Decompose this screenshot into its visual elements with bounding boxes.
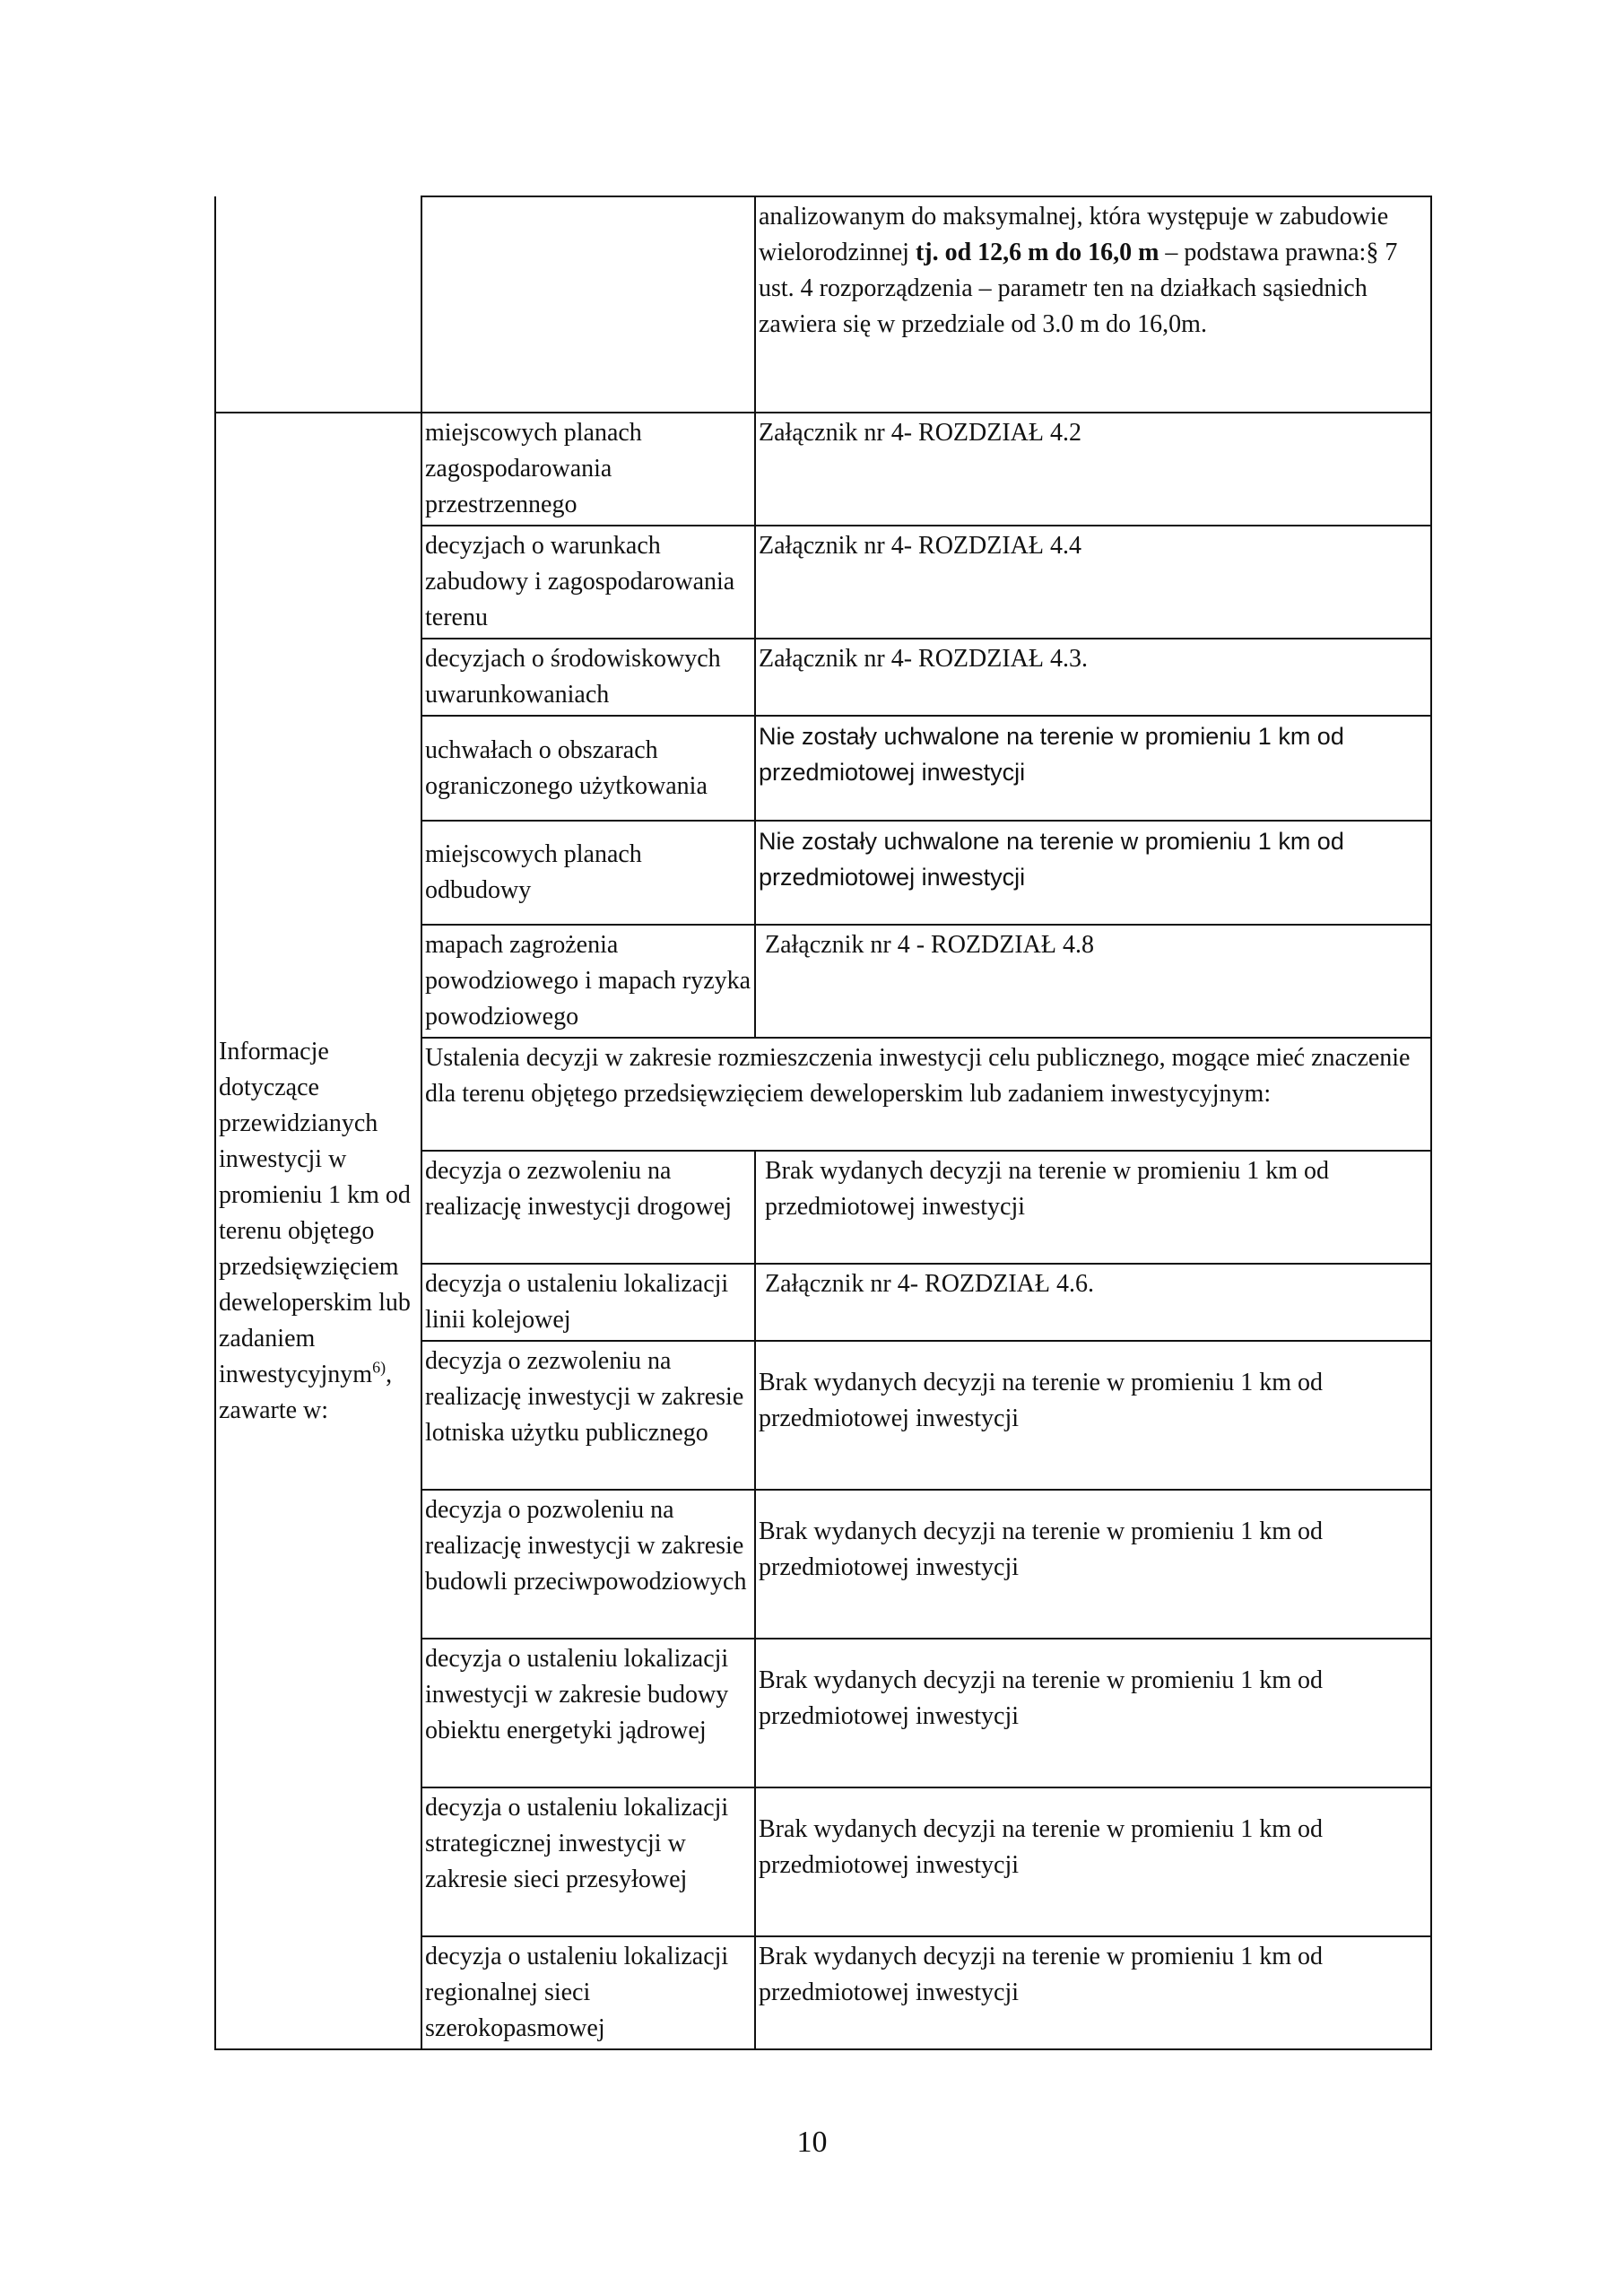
item-cell: mapach zagrożenia powodziowego i mapach ryzyka powodziowego [421,925,755,1038]
item-cell: decyzjach o środowiskowych uwarunkowaniach [421,639,755,716]
empty-mid-cell [421,196,755,413]
item-cell: decyzja o zezwoleniu na realizację inwestycji w zakresie lotniska użytku publicznego [421,1341,755,1490]
value-cell: Nie zostały uchwalone na terenie w promieniu 1 km od przedmiotowej inwestycji [755,716,1431,821]
item-cell: decyzja o ustaleniu lokalizacji regionalnej sieci szerokopasmowej [421,1936,755,2049]
item-cell: miejscowych planach zagospodarowania przestrzennego [421,413,755,526]
item-cell: decyzjach o warunkach zabudowy i zagospodarowania terenu [421,526,755,639]
continued-text-part-2: – podstawa prawna:§ 7 ust. 4 rozporządzenia – parametr ten na działkach sąsiednich zawiera się w przedziale od 3.0 m do 16,0m. [759,239,1398,338]
value-cell: Brak wydanych decyzji na terenie w promieniu 1 km od przedmiotowej inwestycji [755,1639,1431,1787]
empty-left-cell [215,196,421,413]
value-cell: Załącznik nr 4- ROZDZIAŁ 4.3. [755,639,1431,716]
item-cell: decyzja o ustaleniu lokalizacji inwestycji w zakresie budowy obiektu energetyki jądrowej [421,1639,755,1787]
continued-text-part-1: analizowanym do maksymalnej, która występuje w zabudowie wielorodzinnej [759,203,1389,266]
value-cell: Brak wydanych decyzji na terenie w promieniu 1 km od przedmiotowej inwestycji [755,1787,1431,1936]
continued-text-cell [755,196,1431,413]
section-label-tail: , zawarte w: [219,1360,393,1424]
item-cell: decyzja o zezwoleniu na realizację inwestycji drogowej [421,1151,755,1264]
item-cell: uchwałach o obszarach ograniczonego użytkowania [421,716,755,821]
footnote-ref: 6) [372,1358,386,1377]
item-cell: miejscowych planach odbudowy [421,821,755,925]
value-cell: Brak wydanych decyzji na terenie w promieniu 1 km od przedmiotowej inwestycji [755,1151,1431,1264]
value-cell: Załącznik nr 4 - ROZDZIAŁ 4.8 [755,925,1431,1038]
item-cell: decyzja o ustaleniu lokalizacji linii kolejowej [421,1264,755,1341]
value-cell: Brak wydanych decyzji na terenie w promieniu 1 km od przedmiotowej inwestycji [755,1490,1431,1639]
height-range-bold: tj. od 12,6 m do 16,0 m [915,239,1159,266]
value-cell: Brak wydanych decyzji na terenie w promieniu 1 km od przedmiotowej inwestycji [755,1936,1431,2049]
table-row [215,413,1431,526]
public-investment-header: Ustalenia decyzji w zakresie rozmieszczenia inwestycji celu publicznego, mogące mieć znaczenie dla terenu objętego przedsięwzięciem deweloperskim lub zadaniem inwestycyjnym: [421,1038,1431,1151]
value-cell: Nie zostały uchwalone na terenie w promieniu 1 km od przedmiotowej inwestycji [755,821,1431,925]
value-cell: Załącznik nr 4- ROZDZIAŁ 4.4 [755,526,1431,639]
item-cell: decyzja o ustaleniu lokalizacji strategicznej inwestycji w zakresie sieci przesyłowej [421,1787,755,1936]
section-label-main: Informacje dotyczące przewidzianych inwestycji w promieniu 1 km od terenu objętego przedsięwzięciem deweloperskim lub zadaniem inwestycyjnym [219,1037,411,1388]
page-number: 10 [796,2126,828,2159]
value-cell: Załącznik nr 4- ROZDZIAŁ 4.6. [755,1264,1431,1341]
item-cell: decyzja o pozwoleniu na realizację inwestycji w zakresie budowli przeciwpowodziowych [421,1490,755,1639]
section-label-cell [215,413,421,2049]
table-row-continuation [215,196,1431,413]
investment-info-table [214,196,1432,2050]
value-cell: Brak wydanych decyzji na terenie w promieniu 1 km od przedmiotowej inwestycji [755,1341,1431,1490]
value-cell: Załącznik nr 4- ROZDZIAŁ 4.2 [755,413,1431,526]
